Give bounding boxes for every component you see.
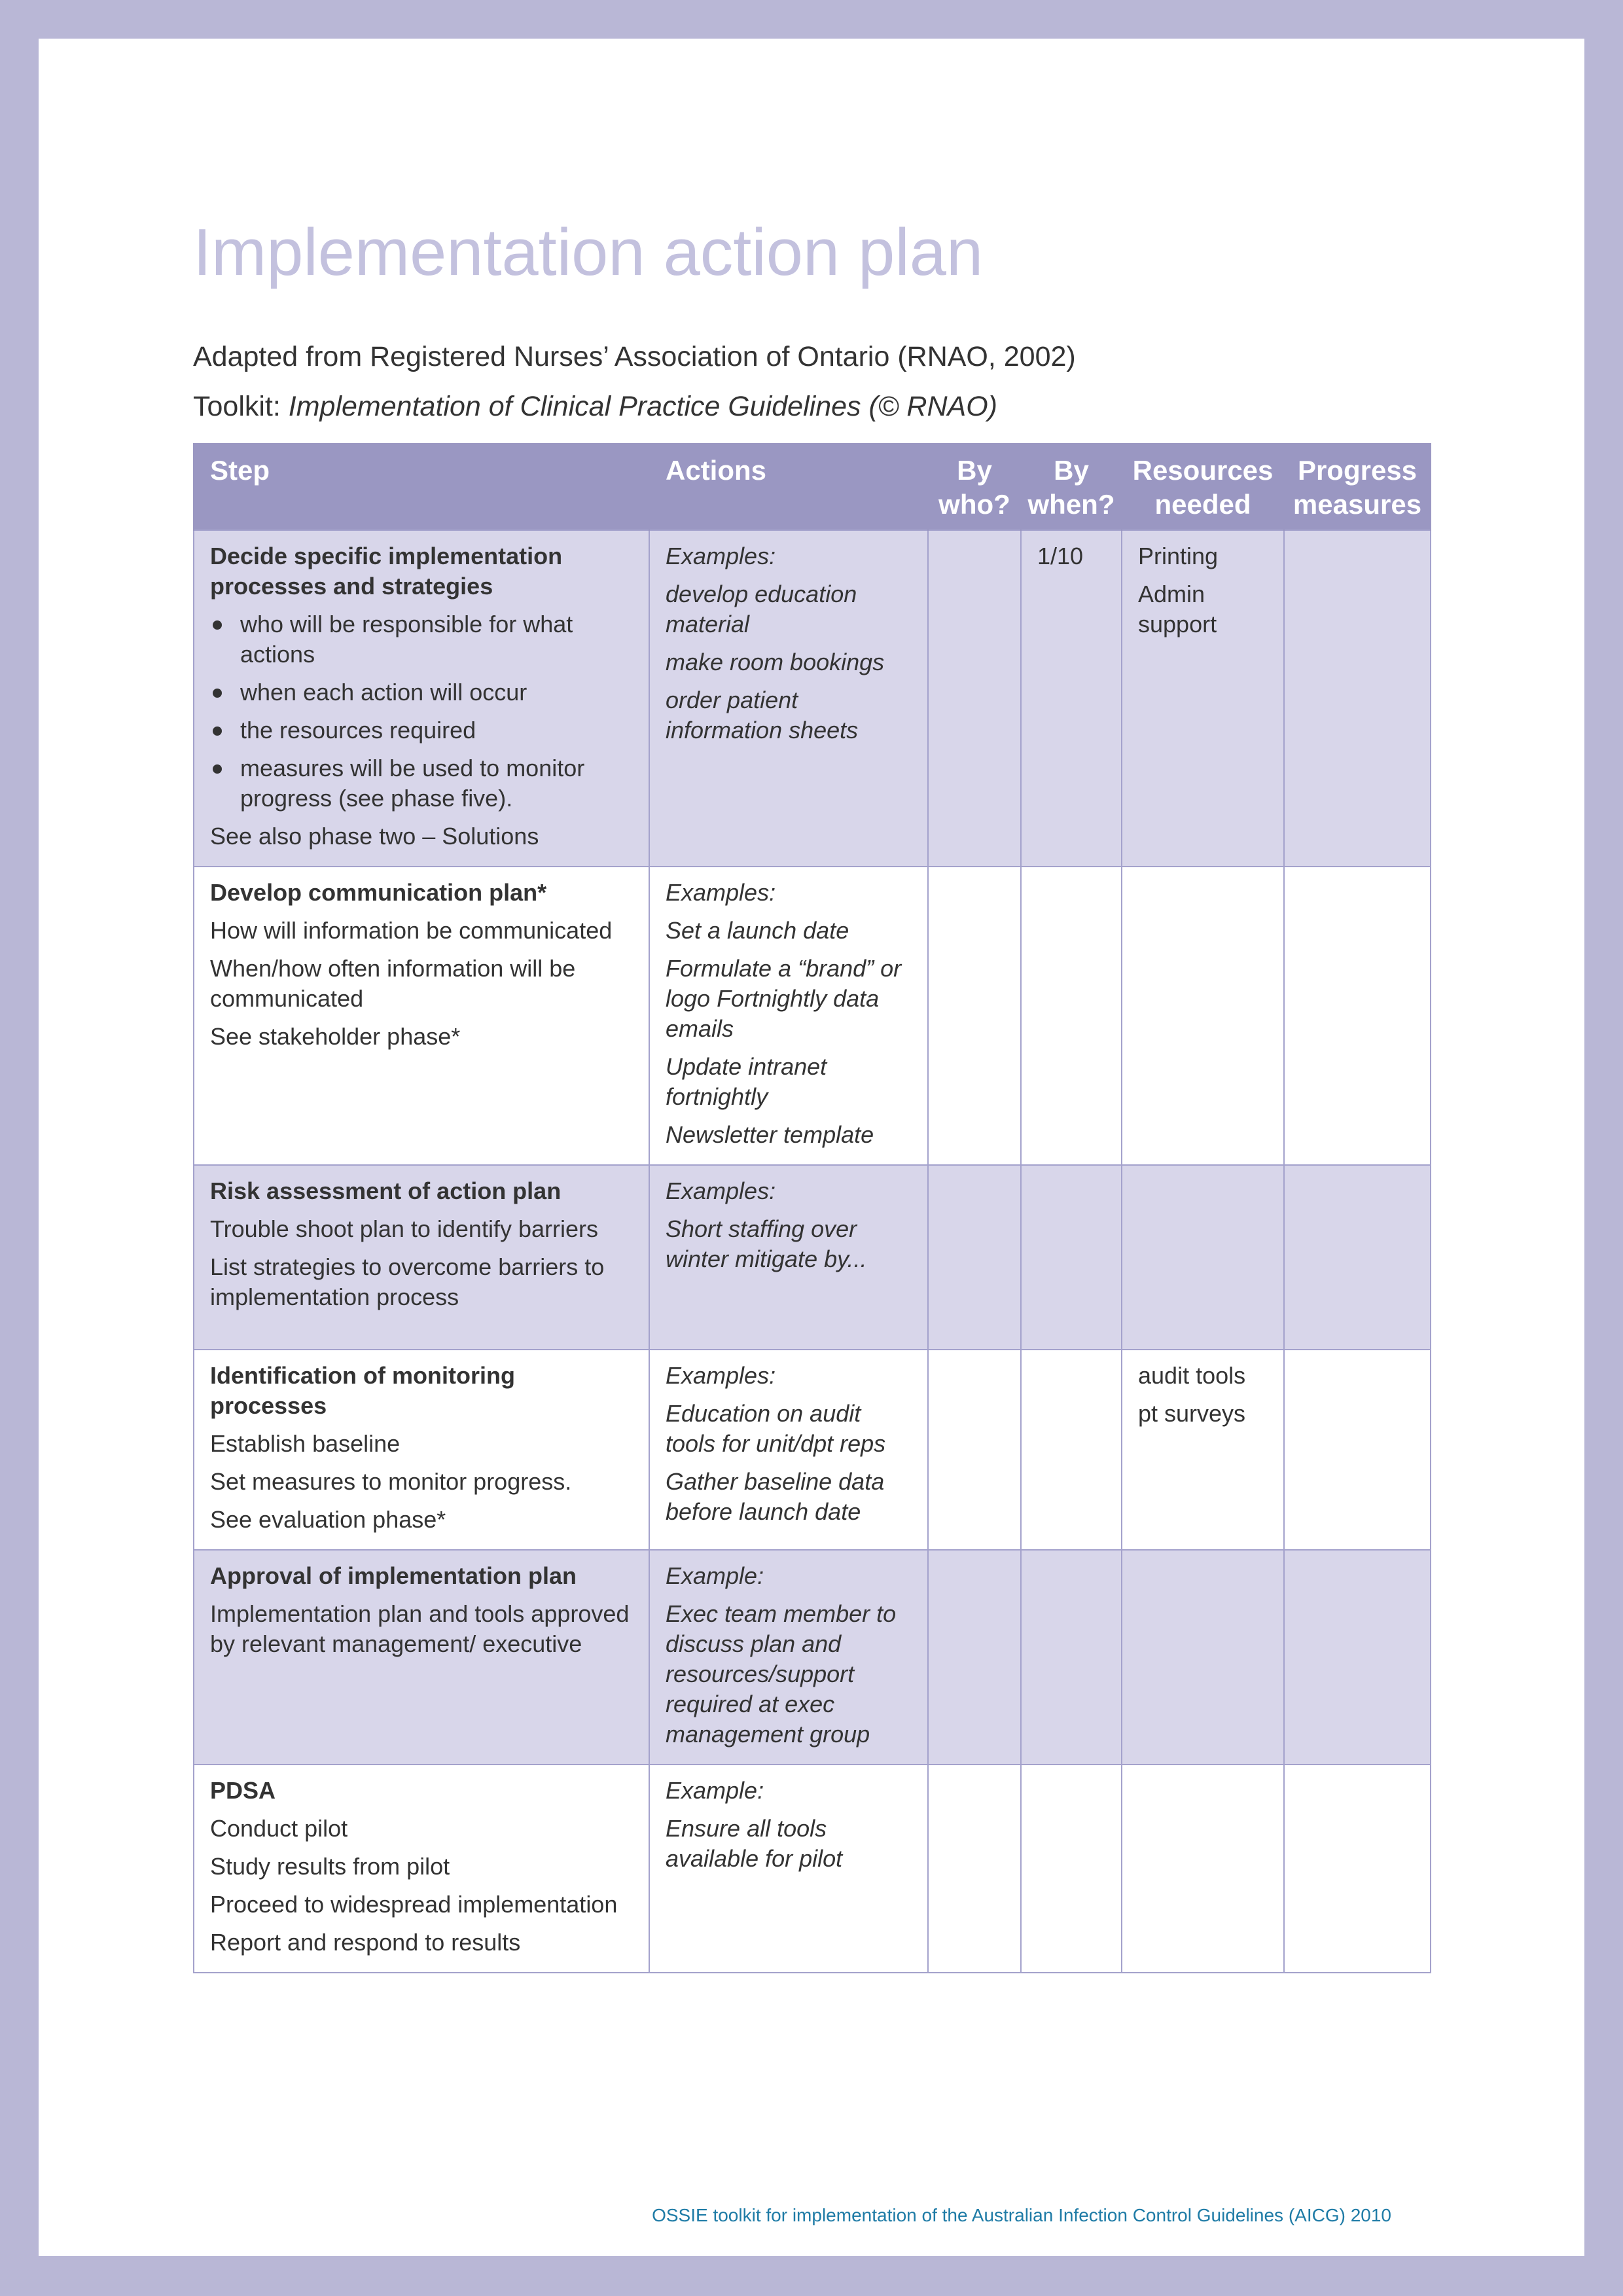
header-by-when-line-2: when? xyxy=(1027,489,1115,520)
actions-cell xyxy=(649,1765,928,1973)
action-item: Gather baseline data before launch date xyxy=(666,1468,885,1525)
step-line: Study results from pilot xyxy=(210,1853,450,1880)
action-item: Set a launch date xyxy=(666,917,849,944)
action-item: Formulate a “brand” or logo Fortnightly data emails xyxy=(666,955,902,1042)
step-line: Report and respond to results xyxy=(210,1929,521,1956)
step-line: See evaluation phase* xyxy=(210,1506,446,1533)
step-note: See also phase two – Solutions xyxy=(210,823,539,850)
action-item: order patient information sheets xyxy=(666,687,859,744)
step-line: List strategies to overcome barriers to implementation process xyxy=(210,1253,605,1310)
header-step: Step xyxy=(194,443,649,530)
step-bullet: the resources required xyxy=(210,715,638,745)
progress-cell xyxy=(1284,867,1431,1165)
resources-cell xyxy=(1122,1350,1284,1550)
resources-cell xyxy=(1122,1550,1284,1765)
header-progress xyxy=(1284,443,1431,530)
step-bullet: when each action will occur xyxy=(210,677,638,708)
actions-cell xyxy=(649,530,928,867)
resource-item: pt surveys xyxy=(1138,1400,1246,1427)
document-page xyxy=(39,39,1584,2256)
toolkit-name: Implementation of Clinical Practice Guidelines (© RNAO) xyxy=(288,391,997,422)
action-item: Exec team member to discuss plan and resources/support required at exec management group xyxy=(666,1600,897,1748)
action-item: Newsletter template xyxy=(666,1121,874,1148)
toolkit-prefix: Toolkit: xyxy=(193,391,289,422)
header-resources xyxy=(1122,443,1284,530)
source-attribution: Adapted from Registered Nurses’ Association of Ontario (RNAO, 2002) xyxy=(193,341,1076,372)
step-bullet: measures will be used to monitor progress (see phase five). xyxy=(210,753,638,814)
actions-cell xyxy=(649,1350,928,1550)
actions-cell xyxy=(649,867,928,1165)
actions-cell xyxy=(649,1550,928,1765)
header-by-when xyxy=(1021,443,1122,530)
toolkit-reference xyxy=(193,391,997,423)
table-row xyxy=(194,1550,1431,1765)
step-line: Set measures to monitor progress. xyxy=(210,1468,572,1495)
step-title: Approval of implementation plan xyxy=(210,1562,577,1589)
by-who-cell xyxy=(928,1765,1021,1973)
step-line: Conduct pilot xyxy=(210,1815,348,1842)
progress-cell xyxy=(1284,1350,1431,1550)
actions-label: Examples: xyxy=(666,543,776,569)
table-row xyxy=(194,867,1431,1165)
step-line: How will information be communicated xyxy=(210,917,613,944)
action-item: develop education material xyxy=(666,581,857,637)
by-when-cell xyxy=(1021,1550,1122,1765)
step-cell xyxy=(194,867,649,1165)
header-progress-line-2: measures xyxy=(1293,489,1422,520)
resources-cell xyxy=(1122,1165,1284,1350)
step-line: Trouble shoot plan to identify barriers xyxy=(210,1215,598,1242)
action-item: Education on audit tools for unit/dpt reps xyxy=(666,1400,886,1457)
step-cell xyxy=(194,1350,649,1550)
progress-cell xyxy=(1284,530,1431,867)
actions-cell xyxy=(649,1165,928,1350)
by-when-cell xyxy=(1021,1350,1122,1550)
by-who-cell xyxy=(928,1550,1021,1765)
header-by-who xyxy=(928,443,1021,530)
table-row xyxy=(194,1765,1431,1973)
actions-label: Example: xyxy=(666,1562,764,1589)
step-line: Establish baseline xyxy=(210,1430,401,1457)
by-who-cell xyxy=(928,1350,1021,1550)
action-plan-table xyxy=(193,443,1431,1973)
by-when-cell xyxy=(1021,1765,1122,1973)
actions-label: Examples: xyxy=(666,1177,776,1204)
header-resources-line-1: Resources xyxy=(1132,455,1274,486)
resources-cell xyxy=(1122,1765,1284,1973)
table-row xyxy=(194,1350,1431,1550)
actions-label: Examples: xyxy=(666,879,776,906)
header-by-who-line-1: By xyxy=(957,455,992,486)
step-line: See stakeholder phase* xyxy=(210,1023,461,1050)
header-by-when-line-1: By xyxy=(1054,455,1089,486)
step-line: When/how often information will be communicated xyxy=(210,955,576,1012)
table-row xyxy=(194,1165,1431,1350)
resources-cell xyxy=(1122,867,1284,1165)
step-line: Implementation plan and tools approved by relevant management/ executive xyxy=(210,1600,630,1657)
step-title: Identification of monitoring processes xyxy=(210,1362,515,1419)
step-cell xyxy=(194,1165,649,1350)
step-title: Decide specific implementation processes and strategies xyxy=(210,543,563,600)
step-bullet: who will be responsible for what actions xyxy=(210,609,638,670)
table-header-row xyxy=(194,443,1431,530)
actions-label: Examples: xyxy=(666,1362,776,1389)
header-progress-line-1: Progress xyxy=(1297,455,1418,486)
step-cell xyxy=(194,530,649,867)
actions-label: Example: xyxy=(666,1777,764,1804)
progress-cell xyxy=(1284,1165,1431,1350)
step-cell xyxy=(194,1765,649,1973)
header-actions: Actions xyxy=(649,443,928,530)
action-item: Short staffing over winter mitigate by... xyxy=(666,1215,867,1272)
page-footer: OSSIE toolkit for implementation of the Australian Infection Control Guidelines (AICG) 2010 xyxy=(652,2205,1391,2225)
resources-cell xyxy=(1122,530,1284,867)
step-title: PDSA xyxy=(210,1777,276,1804)
resource-item: audit tools xyxy=(1138,1362,1246,1389)
table-row xyxy=(194,530,1431,867)
by-who-cell xyxy=(928,1165,1021,1350)
step-bullet-list xyxy=(210,609,638,814)
by-when-cell: 1/10 xyxy=(1021,530,1122,867)
action-item: Ensure all tools available for pilot xyxy=(666,1815,843,1872)
by-when-cell xyxy=(1021,1165,1122,1350)
progress-cell xyxy=(1284,1765,1431,1973)
header-resources-line-2: needed xyxy=(1154,489,1251,520)
by-when-cell xyxy=(1021,867,1122,1165)
step-line: Proceed to widespread implementation xyxy=(210,1891,618,1918)
by-who-cell xyxy=(928,867,1021,1165)
resource-item: Admin support xyxy=(1138,581,1217,637)
progress-cell xyxy=(1284,1550,1431,1765)
step-cell xyxy=(194,1550,649,1765)
step-title: Develop communication plan* xyxy=(210,879,547,906)
page-title: Implementation action plan xyxy=(193,216,984,289)
resource-item: Printing xyxy=(1138,543,1219,569)
header-by-who-line-2: who? xyxy=(938,489,1010,520)
step-title: Risk assessment of action plan xyxy=(210,1177,562,1204)
action-item: Update intranet fortnightly xyxy=(666,1053,827,1110)
action-item: make room bookings xyxy=(666,649,885,675)
by-who-cell xyxy=(928,530,1021,867)
